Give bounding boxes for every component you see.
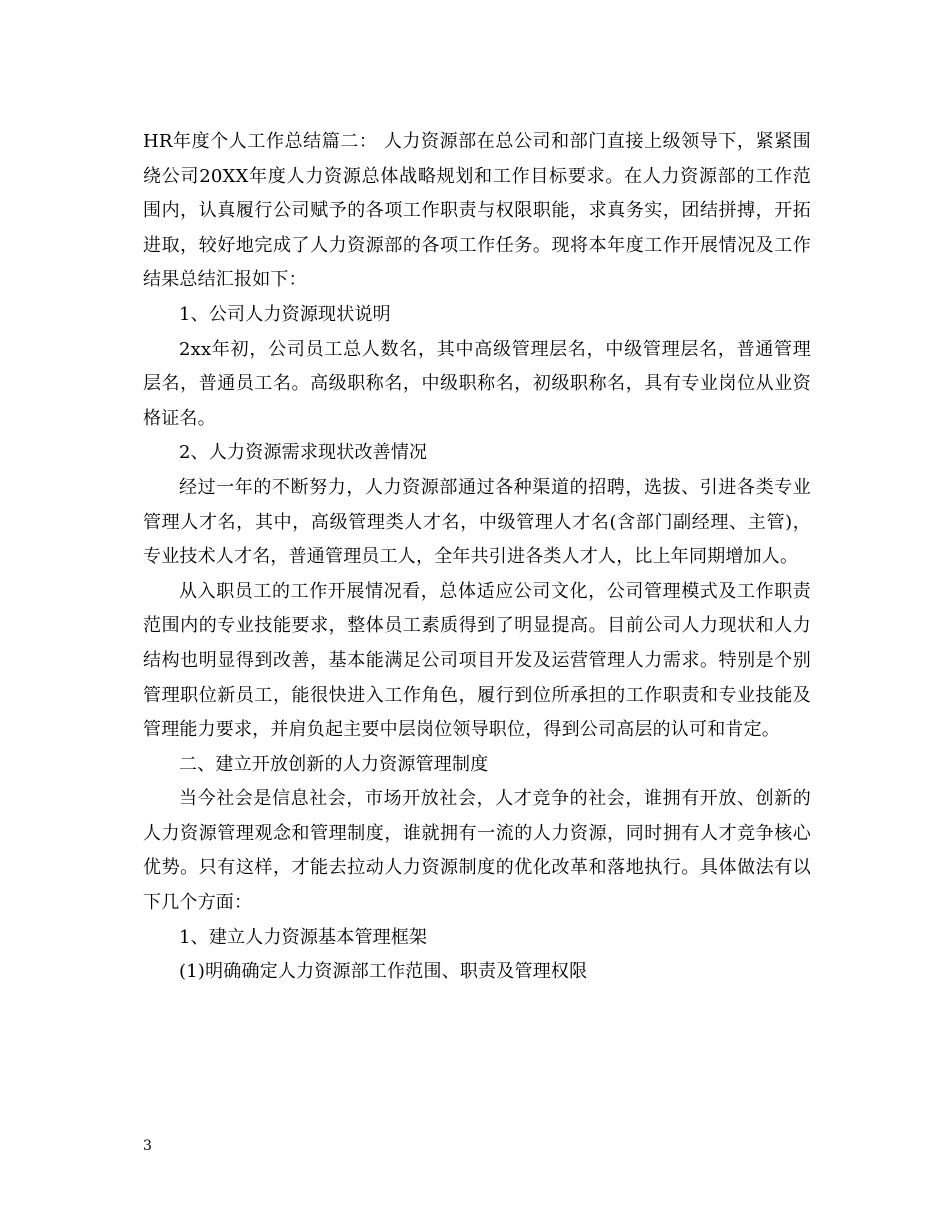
section-heading: 二、建立开放创新的人力资源管理制度 [179,753,489,775]
document-body [143,125,811,990]
staff-status-paragraph: 2xx年初，公司员工总人数名，其中高级管理层名，中级管理层名，普通管理层名，普通员工名。高级职称名，中级职称名，初级职称名，具有专业岗位从业资格证名。 [143,338,811,429]
intro-paragraph: HR年度个人工作总结篇二： 人力资源部在总公司和部门直接上级领导下，紧紧围绕公司20XX年度人力资源总体战略规划和工作目标要求。在人力资源部的工作范围内，认真履行公司赋予的各项工作职责与权限职能，求真务实，团结拼搏，开拓进取，较好地完成了人力资源部的各项工作任务。现将本年度工作开展情况及工作结果总结汇报如下： [143,131,811,291]
page-number: 3 [143,1138,152,1154]
section-heading: 2、人力资源需求现状改善情况 [179,442,428,464]
recruitment-paragraph: 经过一年的不断努力，人力资源部通过各种渠道的招聘，选拔、引进各类专业管理人才名，其中，高级管理类人才名，中级管理人才名(含部门副经理、主管)，专业技术人才名，普通管理员工人，全年共引进各类人才人，比上年同期增加人。 [143,476,811,568]
sub-item-paragraph: (1)明确确定人力资源部工作范围、职责及管理权限 [179,961,588,983]
performance-paragraph: 从入职员工的工作开展情况看，总体适应公司文化，公司管理模式及工作职责范围内的专业技能要求，整体员工素质得到了明显提高。目前公司人力现状和人力结构也明显得到改善，基本能满足公司项目开发及运营管理人力需求。特别是个别管理职位新员工，能很快进入工作角色，履行到位所承担的工作职责和专业技能及管理能力要求，并肩负起主要中层岗位领导职位，得到公司高层的认可和肯定。 [143,580,811,741]
society-paragraph: 当今社会是信息社会，市场开放社会，人才竞争的社会，谁拥有开放、创新的人力资源管理观念和管理制度，谁就拥有一流的人力资源，同时拥有人才竞争核心优势。只有这样，才能去拉动人力资源制度的优化改革和落地执行。具体做法有以下几个方面： [143,788,811,914]
section-heading: 1、建立人力资源基本管理框架 [179,926,428,948]
section-heading: 1、公司人力资源现状说明 [179,303,391,325]
